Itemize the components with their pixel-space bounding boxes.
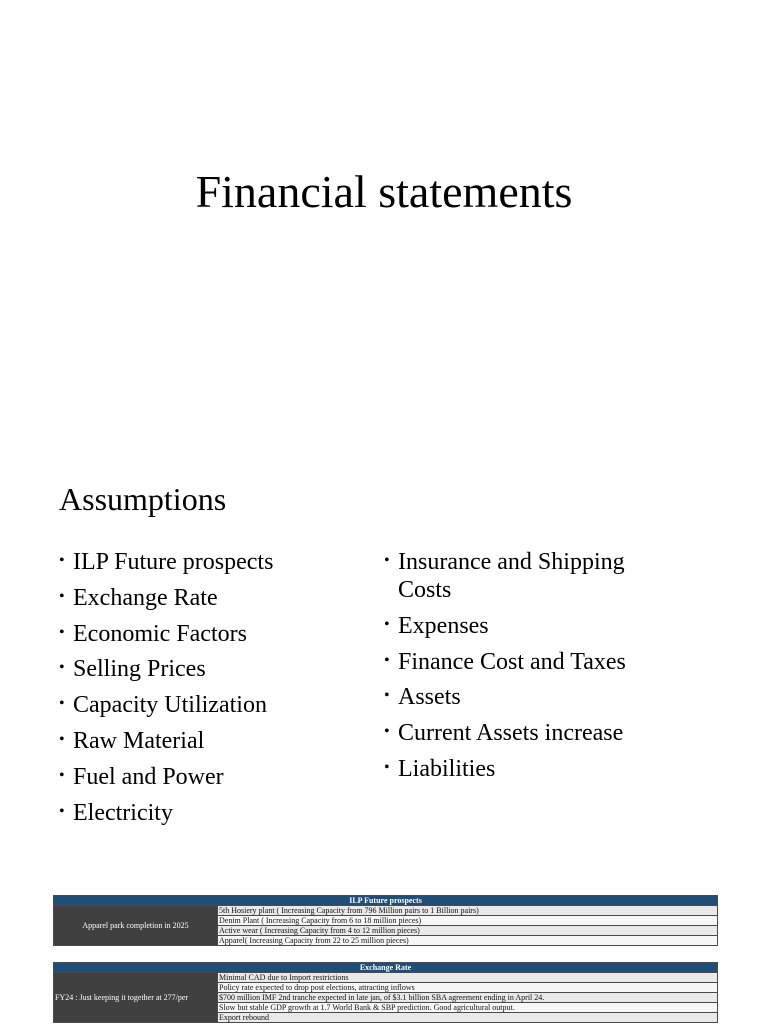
bullet-item: • Current Assets increase	[384, 719, 674, 747]
bullet-item: • Insurance and Shipping Costs	[384, 548, 674, 604]
table-row-label: Apparel park completion in 2025	[54, 906, 218, 946]
assumptions-title: Assumptions	[59, 481, 227, 517]
assumptions-right-list	[384, 548, 674, 791]
table-cell: Minimal CAD due to Import restrictions	[218, 973, 718, 983]
assumptions-left-list	[59, 548, 359, 834]
bullet-item: • Exchange Rate	[59, 584, 359, 612]
table-header: Exchange Rate	[54, 963, 718, 973]
bullet-item: • ILP Future prospects	[59, 548, 359, 576]
bullet-item: • Fuel and Power	[59, 763, 359, 791]
table-row-label: FY24 : Just keeping it together at 277/per	[54, 973, 218, 1023]
table-row	[54, 906, 718, 916]
bullet-item: • Finance Cost and Taxes	[384, 648, 674, 676]
table-cell: $700 million IMF 2nd tranche expected in late jan, of $3.1 billion SBA agreement ending in April 24.	[218, 993, 718, 1003]
table-cell: Export rebound	[218, 1013, 718, 1023]
table-header-row	[54, 963, 718, 973]
bullet-item: • Assets	[384, 683, 674, 711]
bullet-item: • Liabilities	[384, 755, 674, 783]
table-row	[54, 973, 718, 983]
bullet-item: • Expenses	[384, 612, 674, 640]
title-slide	[0, 0, 768, 440]
bullet-item: • Raw Material	[59, 727, 359, 755]
slide-title: Financial statements	[195, 166, 573, 217]
ilp-future-prospects-table	[53, 895, 718, 946]
bullet-item: • Capacity Utilization	[59, 691, 359, 719]
table-cell: Apparel( Increasing Capacity from 22 to 25 million pieces)	[218, 936, 718, 946]
exchange-rate-table	[53, 962, 718, 1023]
table-cell: Active wear ( Increasing Capacity from 4 to 12 million pieces)	[218, 926, 718, 936]
bullet-item: • Economic Factors	[59, 620, 359, 648]
table-header: ILP Future prospects	[54, 896, 718, 906]
bullet-item: • Electricity	[59, 799, 359, 827]
table-cell: Slow but stable GDP growth at 1.7 World Bank & SBP prediction. Good agricultural output.	[218, 1003, 718, 1013]
assumptions-slide	[0, 440, 768, 880]
table-header-row	[54, 896, 718, 906]
bullet-item: • Selling Prices	[59, 655, 359, 683]
table-cell: Policy rate expected to drop post elections, attracting inflows	[218, 983, 718, 993]
table-cell: 5th Hosiery plant ( Increasing Capacity from 796 Million pairs to 1 Billion pairs)	[218, 906, 718, 916]
table-cell: Denim Plant ( Increasing Capacity from 6 to 18 million pieces)	[218, 916, 718, 926]
